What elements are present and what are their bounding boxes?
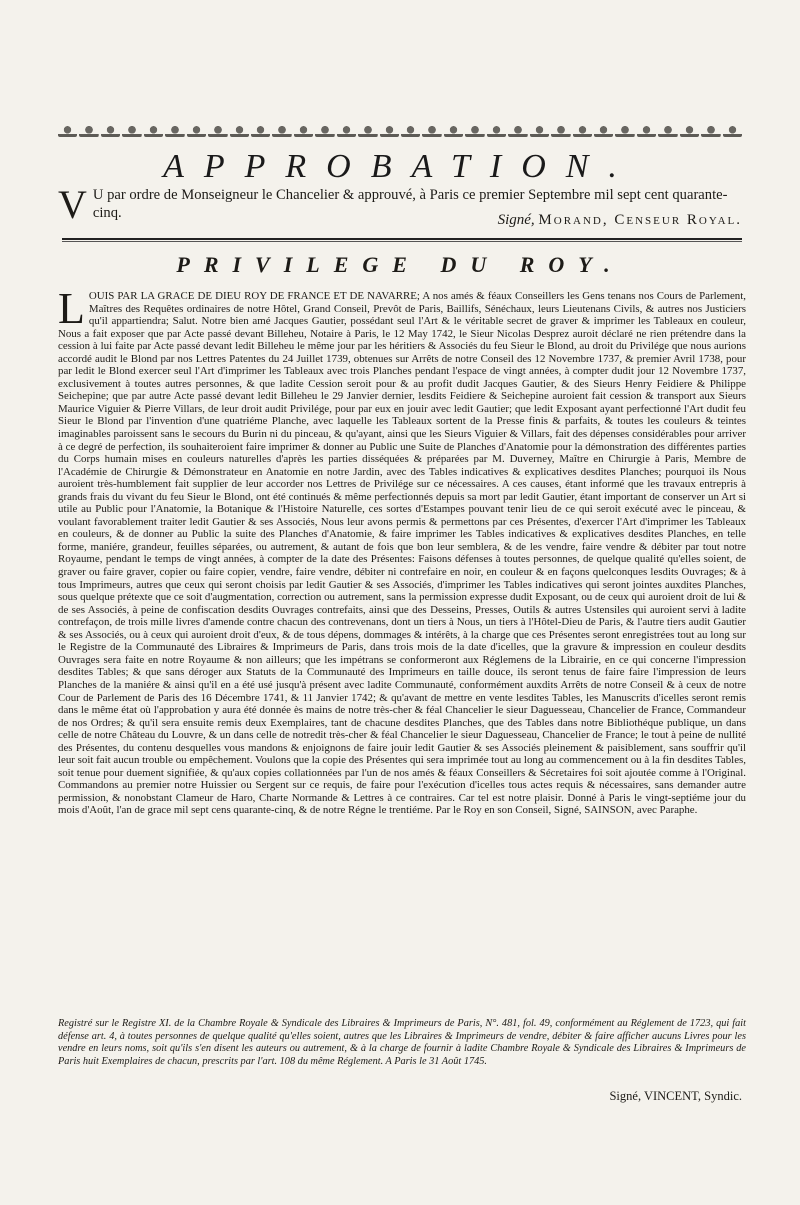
approbation-paragraph: U par ordre de Monseigneur le Chancelier & approuvé, à Paris ce premier Septembre mil sept cent quarante-cinq. — [92, 187, 728, 221]
signed-label: Signé, — [497, 212, 535, 228]
registry-note: Registré sur le Registre XI. de la Chambre Royale & Syndicale des Libraires & Imprimeurs de Paris, N°. 481, fol. 49, conformément au Réglement de 1723, qui fait défense art. 4, à toutes personnes de quelque qualité qu'elles soient, autres que les Libraires & Imprimeurs de vendre, débiter & faire afficher aucuns Livres pour les vendre en leurs noms, soit qu'ils s'en disent les auteurs ou autrement, & à la charge de fournir à ladite Chambre Royale & Syndicale des Libraires & Imprimeurs de Paris huit Exemplaires de chacun, prescrits par l'art. 108 du même Réglement. A Paris le 31 Août 1745. — [58, 1018, 746, 1068]
syndic-signature: Signé, VINCENT, Syndic. — [609, 1089, 742, 1103]
privilege-dropcap: L — [58, 284, 85, 333]
privilege-paragraph: OUIS PAR LA GRACE DE DIEU ROY DE FRANCE ET DE NAVARRE; A nos amés & féaux Conseillers les Gens tenans nos Cours de Parlement, Maîtres des Requêtes ordinaires de notre Hôtel, Grand Conseil, Prevôt de Paris, Baillifs, Sénéchaux, leurs Lieutenans Civils, & autres nos Justiciers qu'il appartiendra; Salut. Notre bien amé Jacques Gautier, possédant seul l'Art & le véritable secret de graver & imprimer les Tableaux en couleur, Nous a fait exposer que par Acte passé devant Billeheu, Notaire à Paris, le 12 May 1742, le Sieur Nicolas Desprez auroit déclaré ne rien prétendre dans la cession à lui faite par Acte passé devant ledit Billeheu le même jour par les héritiers & Associés du feu Sieur le Blond, au droit du Privilége que nous aurions accordé audit le Blond par nos Lettres Patentes du 24 Juillet 1739, obtenues sur Arrêts de notre Conseil des 12 Novembre 1737, & premier Avril 1738, pour par ledit le Blond exercer seul l'Art d'imprimer les Tableaux avec trois Planches pendant l'espace de vingt années, à compter dudit jour 12 Novembre 1737, exclusivement à toutes autres personnes, & que ladite Cession seroit pour & au profit dudit Jacques Gautier, & des Sieurs Henry Feidiere & Philippe Seichepine; que par autre Acte passé devant ledit Billeheu le 29 Janvier dernier, lesdits Feidiere & Seichepine auroient fait cession & transport aux Sieurs Maurice Viguier & Pierre Villars, de leur droit audit Privilége, pour par eux en jouir avec ledit Gautier; que ledit Exposant ayant perfectionné l'Art dudit feu Sieur le Blond par l'invention d'une quatriéme Planche, avec laquelle les Tableaux sortent de la Presse finis & parfaits, & toutes les couleurs & teintes imaginables paroissent sans le secours du Burin ni du pinceau, & qu'ayant, ainsi que les Sieurs Viguier & Villars, fait des dépenses considérables pour arriver à ce degré de perfection, ils souhaiteroient faire imprimer & donner au Public une Suite de Planches d'Anatomie pour la démonstration des différentes parties du Corps humain mises en couleurs naturelles d'après les parties disséquées & préparées par M. Duverney, Maître en Chirurgie à Paris, Membre de l'Académie de Chirurgie & Démonstrateur en Anatomie en notre Jardin, avec des Tables indicatives & explicatives desdites Planches; pourquoi ils Nous auroient très-humblement fait supplier de leur accorder nos Lettres de Privilége sur ce nécessaires. A ces causes, étant informé que les travaux entrepris à grands frais du vivant du feu Sieur le Blond, ont été continués & même perfectionnés depuis sa mort par ledit Gautier, étant important de conserver un Art si utile au Public pour l'Anatomie, la Botanique & l'Histoire Naturelle, ces sortes d'Estampes pouvant tenir lieu de ce qui seroit exécuté avec le pinceau, & voulant favorablement traiter ledit Gautier & ses Associés, Nous leur avons permis & permettons par ces Présentes, d'exercer l'Art d'imprimer les Tableaux en couleurs, & de donner au Public la suite des Planches d'Anatomie, & faire imprimer les Tables indicatives & explicatives desdites Planches, en telle forme, maniére, grandeur, feuilles séparées, ou autrement, & autant de fois que bon leur semblera, & de les vendre, faire vendre & débiter par tout notre Royaume, pendant le temps de vingt années, à compter de la date des Présentes: Faisons défenses à toutes personnes, de quelque qualité qu'elles soient, de graver ou faire graver, copier ou faire copier, vendre, faire vendre, débiter ni contrefaire en noir, en couleur & en façons quelconques lesdits Ouvrages; & à tous Imprimeurs, autres que ceux qui seront choisis par ledit Gautier & ses Associés, d'imprimer les Tables indicatives qui seront jointes auxdites Planches, sous quelque prétexte que ce soit d'augmentation, correction ou autrement, sans la permission expresse dudit Exposant, ou de ceux qui auroient droit de lui & de ses Associés, à peine de confiscation desdits Ouvrages contrefaits, ainsi que des Desseins, Presses, Outils & autres Ustensiles qui auroient servi à ladite contrefaçon, de trois mille livres d'amende contre chacun des contrevenans, dont un tiers à Nous, un tiers à l'Hôtel-Dieu de Paris, & l'autre tiers audit Gautier & ses Associés, ou à ceux qui auroient droit d'eux, & de tous dépens, dommages & intérêts, à la charge que ces Présentes seront enregistrées tout au long sur le Registre de la Communauté des Libraires & Imprimeurs de Paris, dans trois mois de la date d'icelles, que la gravure & impression en couleur desdits Ouvrages sera faite en notre Royaume & non ailleurs; que les impétrans se conformeront aux Réglemens de la Librairie, en ce qui concerne l'impression desdites Tables; & que sans déroger aux Statuts de la Communauté des Imprimeurs en taille douce, ils seront tenus de faire faire l'impression de leurs Planches de la maniére & ainsi qu'il en a été usé jusqu'à présent avec ladite Communauté, conformément auxdits Arrêts de notre Conseil & à ceux de notre Cour de Parlement de Paris des 16 Décembre 1741, & 11 Janvier 1742; & qu'avant de mettre en vente lesdites Tables, les Manuscrits d'icelles seront remis dans le même état où l'approbation y aura été donnée ès mains de notre très-cher & féal Chancelier le sieur Daguesseau, Chancelier de France, Commandeur de nos Ordres; & qu'il sera ensuite remis deux Exemplaires, tant de chacune desdites Planches, que des Tables dans notre Bibliothéque publique, un dans celle de notre Château du Louvre, & un dans celle de notredit très-cher & féal Chancelier le sieur Daguesseau, Chancelier de France; le tout à peine de nullité des Présentes, du contenu desquelles vous mandons & enjoignons de faire jouir ledit Gautier & ses Associés pleinement & paisiblement, sans souffrir qu'il leur soit fait aucun trouble ou empêchement. Voulons que la copie des Présentes qui sera imprimée tout au long au commencement ou à la fin desdites Tables, soit tenue pour duement signifiée, & qu'aux copies collationnées par l'un de nos amés & féaux Conseillers & Sécretaires foi soit ajoutée comme à l'Original. Commandons au premier notre Huissier ou Sergent sur ce requis, de faire pour l'exécution d'icelles tous actes requis & nécessaires, sans demander autre permission, & nonobstant Clameur de Haro, Charte Normande & Lettres à ce contraires. Car tel est notre plaisir. Donné à Paris le vingt-septiéme jour du mois d'Août, l'an de grace mil sept cens quarante-cinq, & de notre Régne le trentiéme. Par le Roy en son Conseil, Signé, SAINSON, avec Paraphe. — [58, 290, 746, 817]
ornament-band — [58, 125, 742, 139]
privilege-title: PRIVILEGE DU ROY. — [176, 252, 624, 277]
privilege-text — [58, 284, 746, 817]
approbation-signature — [498, 212, 742, 229]
approbation-dropcap: V — [58, 182, 87, 227]
divider-rule-thin — [62, 241, 742, 242]
divider-rule — [62, 238, 742, 240]
censor-name: Morand, Censeur Royal. — [538, 212, 742, 228]
approbation-title: APPROBATION. — [163, 148, 637, 185]
